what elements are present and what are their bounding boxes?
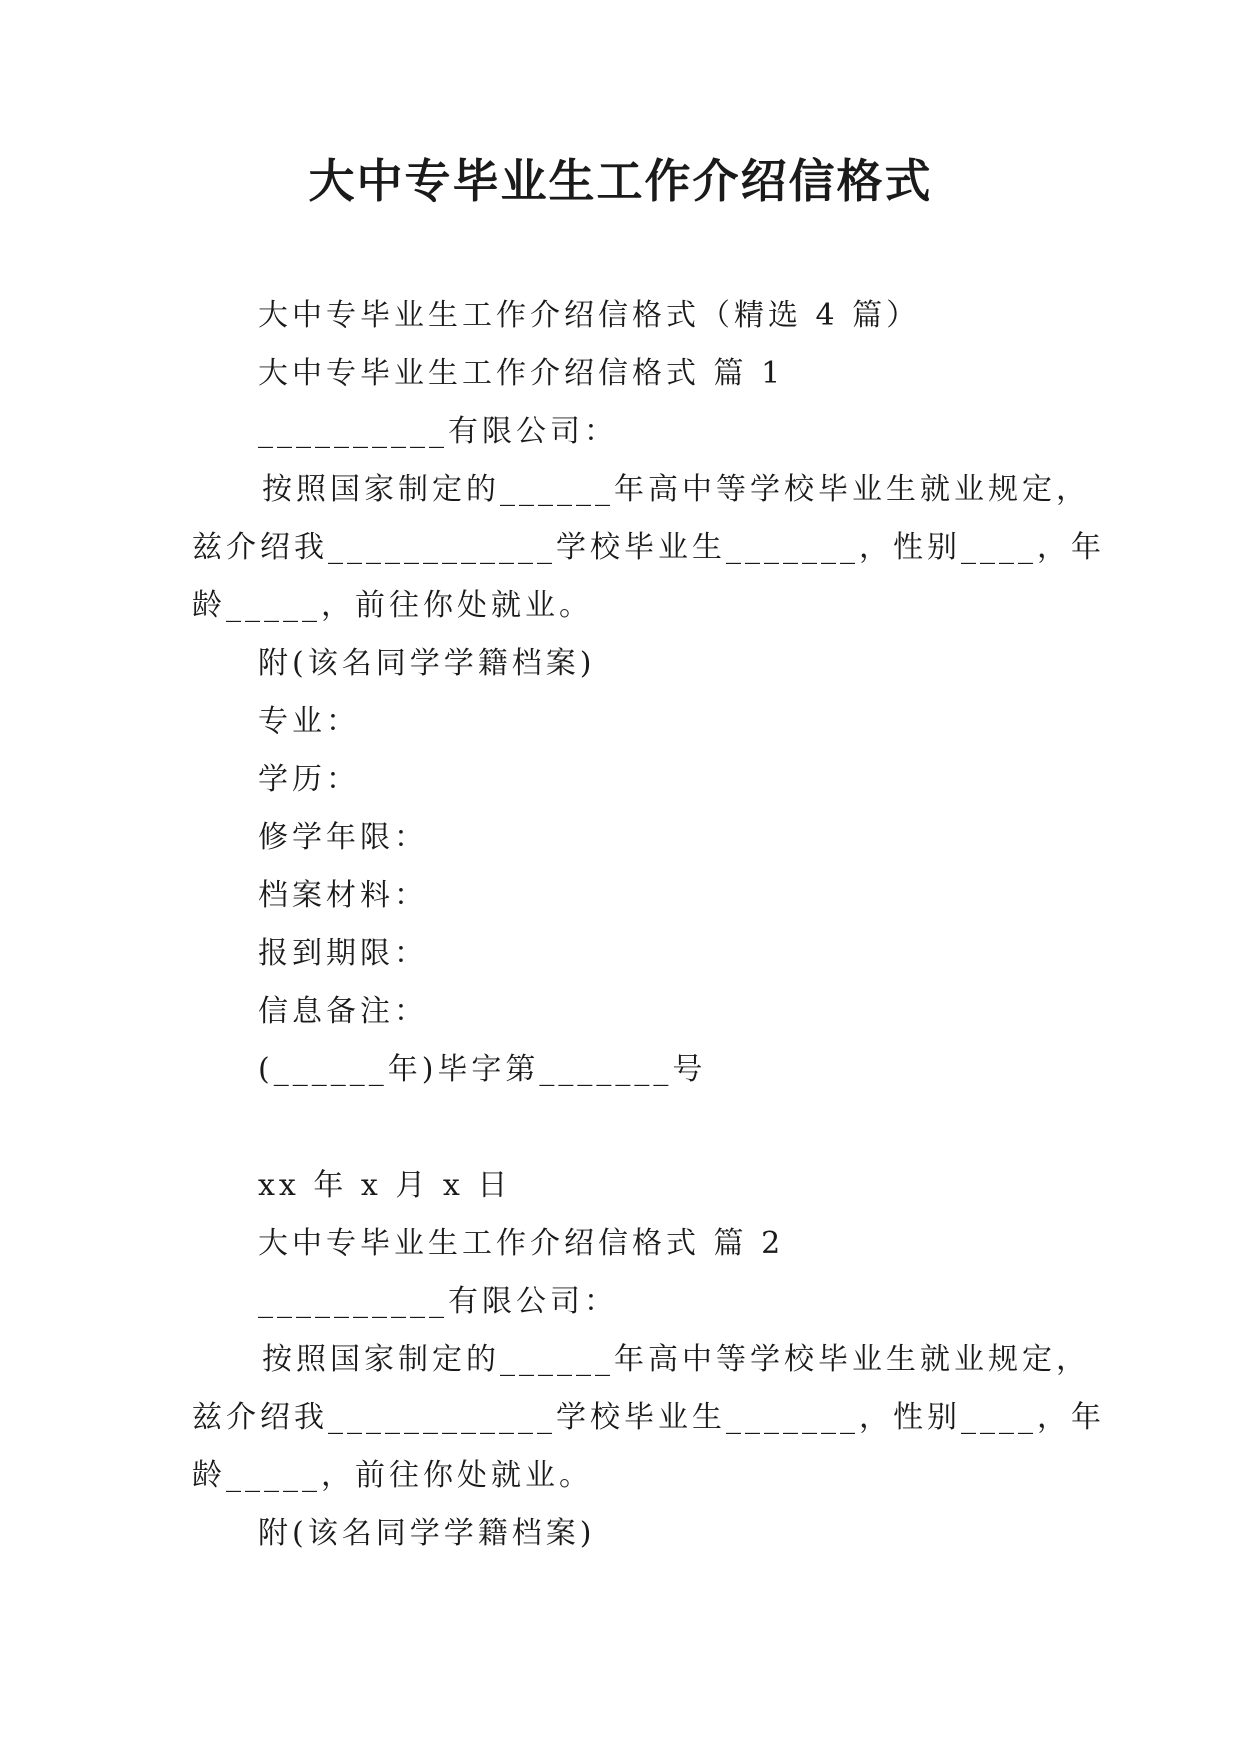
body-paragraph-line: 按照国家制定的______年高中等学校毕业生就业规定， bbox=[262, 1342, 1090, 1377]
body-paragraph-line: 兹介绍我____________学校毕业生_______，性别____，年 bbox=[192, 1400, 1105, 1435]
section-heading-1: 大中专毕业生工作介绍信格式 篇 1 bbox=[258, 356, 785, 391]
field-report-deadline: 报到期限： bbox=[258, 936, 428, 971]
document-title: 大中专毕业生工作介绍信格式 bbox=[308, 154, 933, 208]
field-archive-materials: 档案材料： bbox=[258, 878, 428, 913]
attachment-line: 附(该名同学学籍档案) bbox=[258, 646, 596, 681]
body-paragraph-line: 按照国家制定的______年高中等学校毕业生就业规定， bbox=[262, 472, 1090, 507]
attachment-line: 附(该名同学学籍档案) bbox=[258, 1516, 596, 1551]
field-education: 学历： bbox=[258, 762, 360, 797]
field-info-remarks: 信息备注： bbox=[258, 994, 428, 1029]
body-paragraph-line: 龄_____，前往你处就业。 bbox=[192, 1458, 593, 1493]
section-heading-2: 大中专毕业生工作介绍信格式 篇 2 bbox=[258, 1226, 785, 1261]
field-study-years: 修学年限： bbox=[258, 820, 428, 855]
body-paragraph-line: 龄_____，前往你处就业。 bbox=[192, 588, 593, 623]
field-major: 专业： bbox=[258, 704, 360, 739]
subtitle-line: 大中专毕业生工作介绍信格式（精选 4 篇） bbox=[258, 298, 921, 333]
body-paragraph-line: 兹介绍我____________学校毕业生_______，性别____，年 bbox=[192, 530, 1105, 565]
reference-number-line: (______年)毕字第_______号 bbox=[258, 1052, 707, 1087]
date-line: xx 年 x 月 x 日 bbox=[258, 1168, 512, 1203]
addressee-line: __________有限公司： bbox=[258, 1284, 618, 1319]
addressee-line: __________有限公司： bbox=[258, 414, 618, 449]
